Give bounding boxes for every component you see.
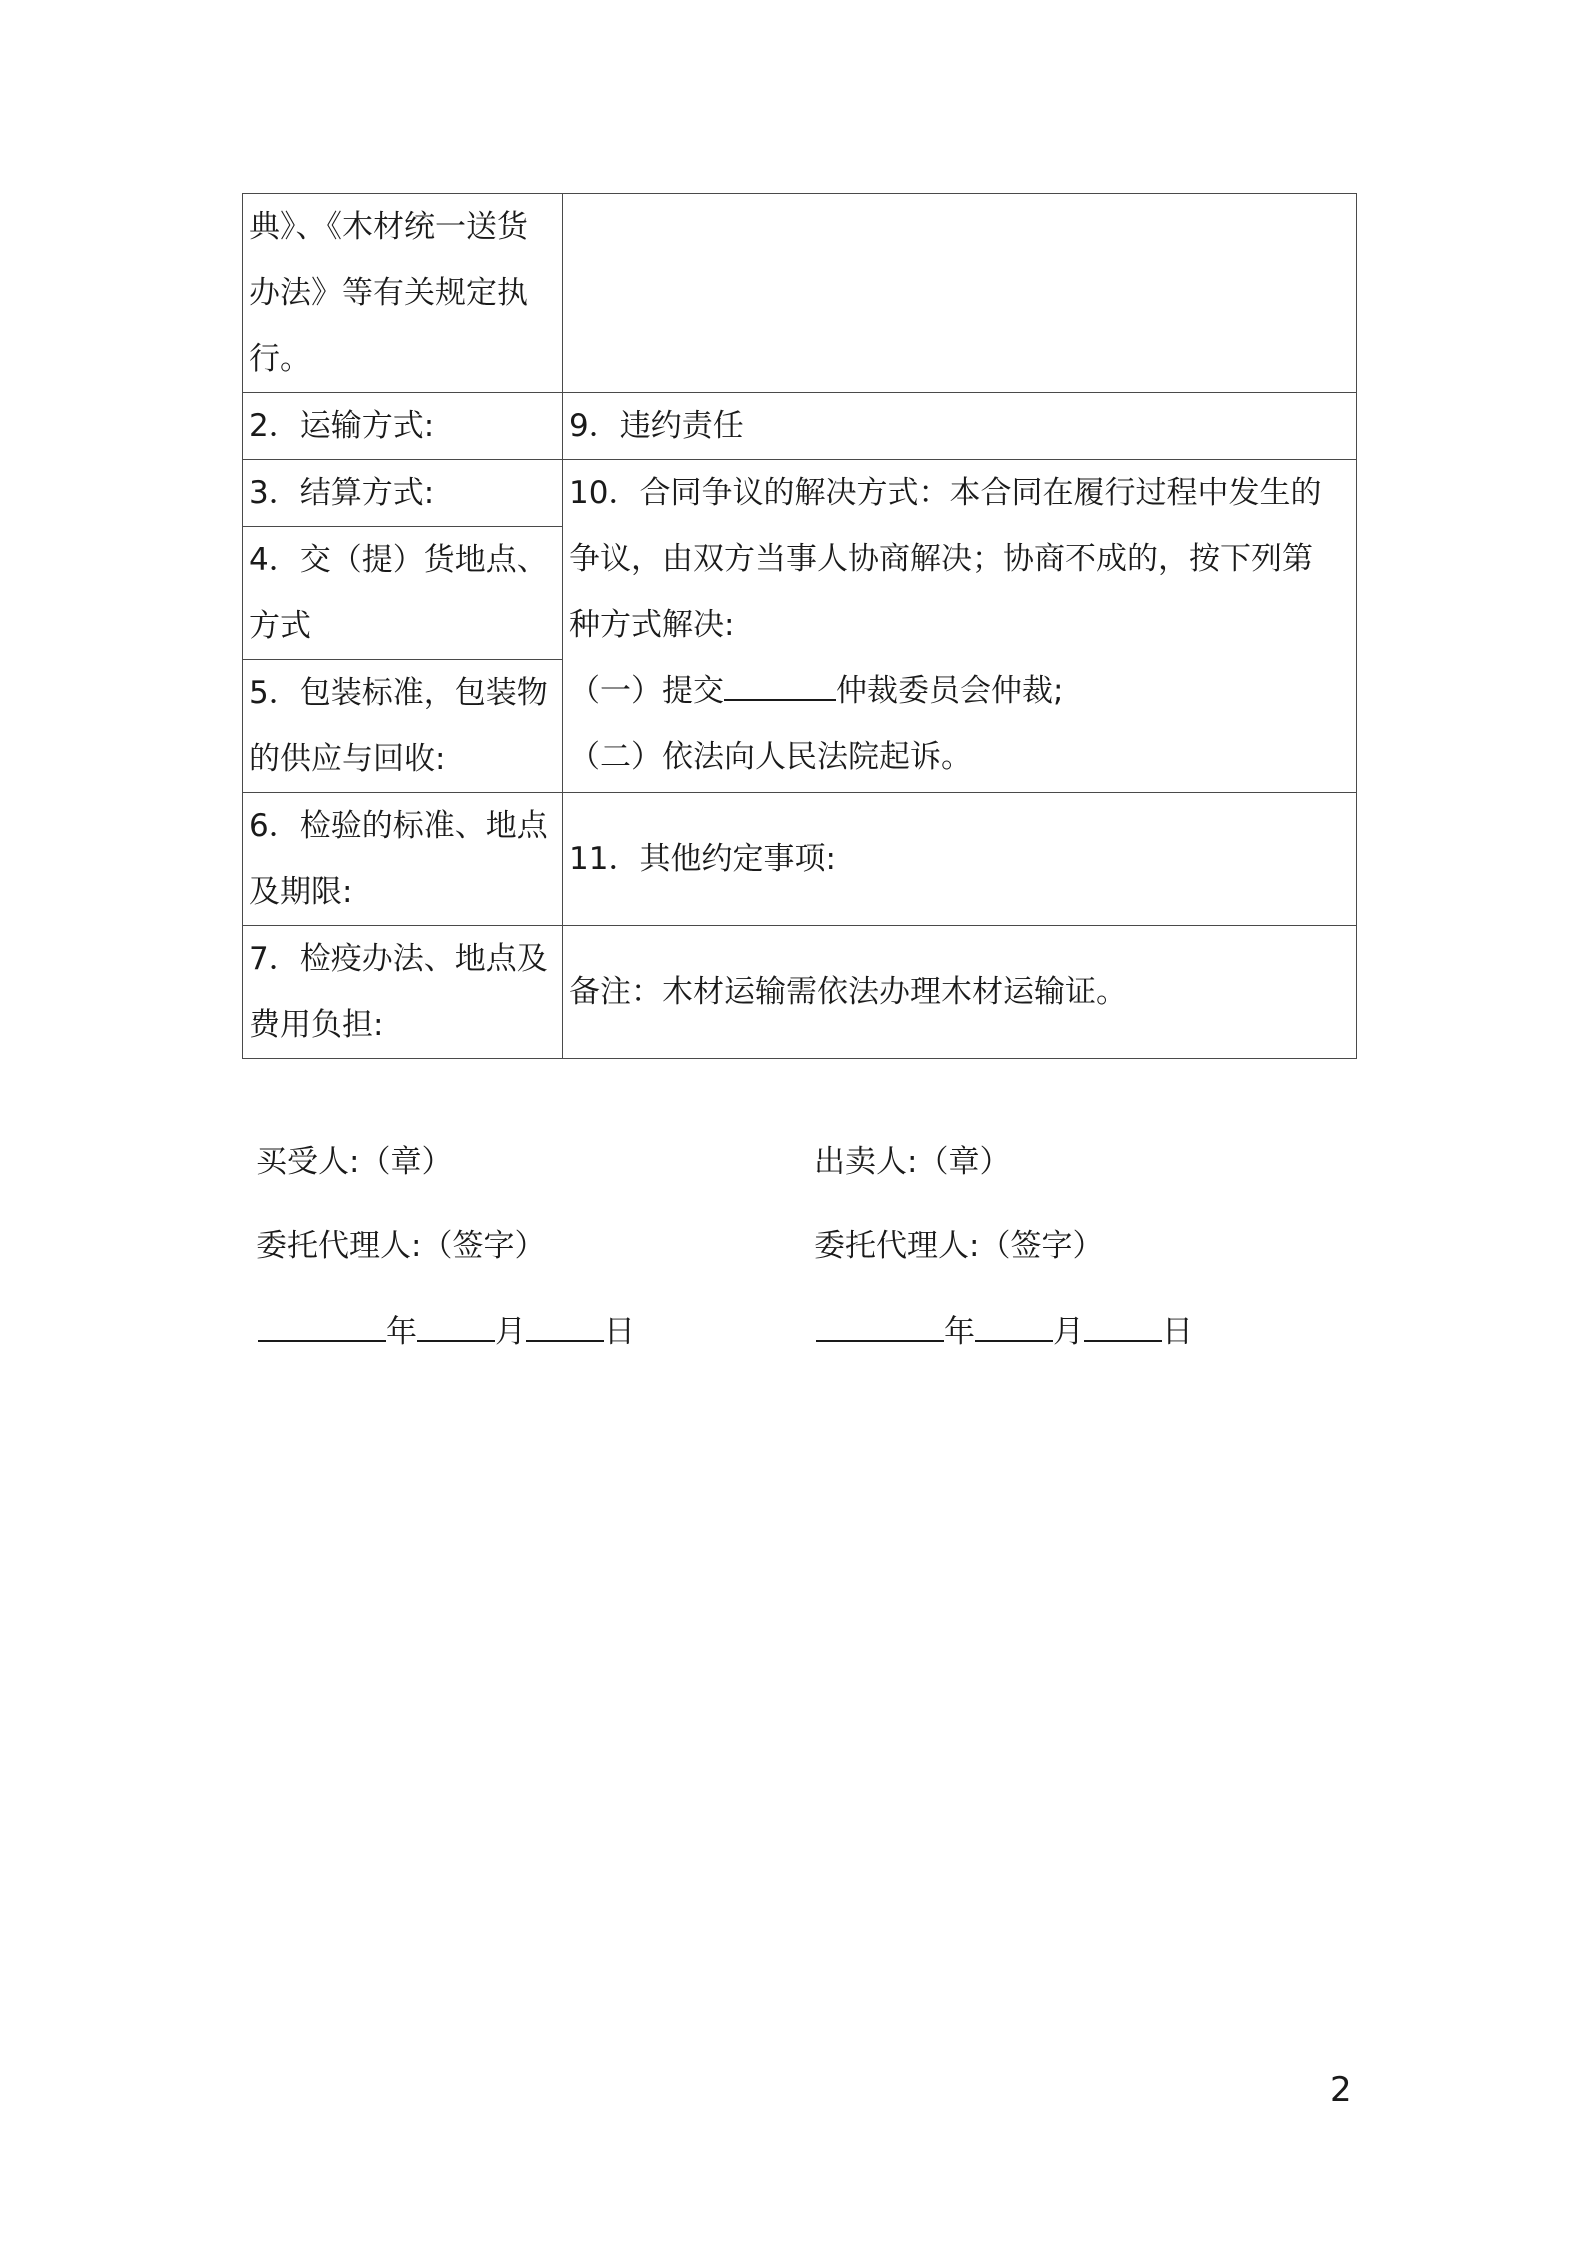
packaging-cell bbox=[243, 660, 563, 793]
buyer-year-blank bbox=[258, 1310, 386, 1342]
note-cell bbox=[563, 926, 1357, 1059]
seller-seal-label: 出卖人:（章） bbox=[814, 1144, 1011, 1180]
dispute-line-2: 争议，由双方当事人协商解决；协商不成的，按下列第 bbox=[569, 541, 1313, 577]
seller-month-blank bbox=[975, 1310, 1053, 1342]
transport-method-cell bbox=[243, 393, 563, 460]
page-number: 2 bbox=[1330, 2070, 1352, 2110]
legal-basis-line-2: 办法》等有关规定执 bbox=[249, 275, 528, 311]
legal-basis-cell bbox=[243, 194, 563, 393]
table-row bbox=[243, 194, 1357, 393]
table-row bbox=[243, 793, 1357, 926]
table-row bbox=[243, 460, 1357, 527]
inspection-line-1: 6．检验的标准、地点 bbox=[249, 808, 548, 844]
seller-date-line bbox=[816, 1310, 1193, 1352]
buyer-day-label: 日 bbox=[604, 1314, 635, 1350]
legal-basis-line-3: 行。 bbox=[249, 341, 311, 377]
other-matters-label: 11．其他约定事项: bbox=[569, 841, 836, 877]
contract-terms-table bbox=[242, 193, 1357, 1059]
breach-liability-label: 9．违约责任 bbox=[569, 408, 744, 444]
settlement-method-cell bbox=[243, 460, 563, 527]
inspection-cell bbox=[243, 793, 563, 926]
settlement-method-label: 3．结算方式: bbox=[249, 475, 435, 511]
arbitration-suffix: 仲裁委员会仲裁; bbox=[836, 673, 1064, 709]
arbitration-blank bbox=[724, 669, 836, 701]
litigation-option: （二）依法向人民法院起诉。 bbox=[569, 739, 972, 775]
buyer-agent-label: 委托代理人:（签字） bbox=[256, 1228, 546, 1264]
table-row bbox=[243, 926, 1357, 1059]
dispute-line-1: 10．合同争议的解决方式：本合同在履行过程中发生的 bbox=[569, 475, 1322, 511]
seller-year-label: 年 bbox=[944, 1314, 975, 1350]
other-matters-cell bbox=[563, 793, 1357, 926]
quarantine-line-2: 费用负担: bbox=[249, 1007, 384, 1043]
breach-liability-cell bbox=[563, 393, 1357, 460]
quarantine-cell bbox=[243, 926, 563, 1059]
quarantine-line-1: 7．检疫办法、地点及 bbox=[249, 941, 548, 977]
arbitration-option bbox=[569, 658, 1350, 724]
seller-day-blank bbox=[1084, 1310, 1162, 1342]
dispute-resolution-cell bbox=[563, 460, 1357, 793]
note-text: 备注：木材运输需依法办理木材运输证。 bbox=[569, 974, 1127, 1010]
buyer-year-label: 年 bbox=[386, 1314, 417, 1350]
buyer-seal-label: 买受人:（章） bbox=[256, 1144, 453, 1180]
seller-year-blank bbox=[816, 1310, 944, 1342]
delivery-location-line-1: 4．交（提）货地点、 bbox=[249, 542, 548, 578]
arbitration-prefix: （一）提交 bbox=[569, 673, 724, 709]
seller-day-label: 日 bbox=[1162, 1314, 1193, 1350]
inspection-line-2: 及期限: bbox=[249, 874, 353, 910]
delivery-location-cell bbox=[243, 527, 563, 660]
seller-month-label: 月 bbox=[1053, 1314, 1084, 1350]
transport-method-label: 2．运输方式: bbox=[249, 408, 435, 444]
empty-cell bbox=[563, 194, 1357, 393]
delivery-location-line-2: 方式 bbox=[249, 608, 311, 644]
buyer-month-label: 月 bbox=[495, 1314, 526, 1350]
packaging-line-1: 5．包装标准，包装物 bbox=[249, 675, 548, 711]
buyer-day-blank bbox=[526, 1310, 604, 1342]
buyer-month-blank bbox=[417, 1310, 495, 1342]
packaging-line-2: 的供应与回收: bbox=[249, 741, 446, 777]
legal-basis-line-1: 典》、《木材统一送货 bbox=[249, 209, 528, 245]
table-row bbox=[243, 393, 1357, 460]
dispute-line-3: 种方式解决: bbox=[569, 607, 735, 643]
buyer-date-line bbox=[258, 1310, 635, 1352]
seller-agent-label: 委托代理人:（签字） bbox=[814, 1228, 1104, 1264]
